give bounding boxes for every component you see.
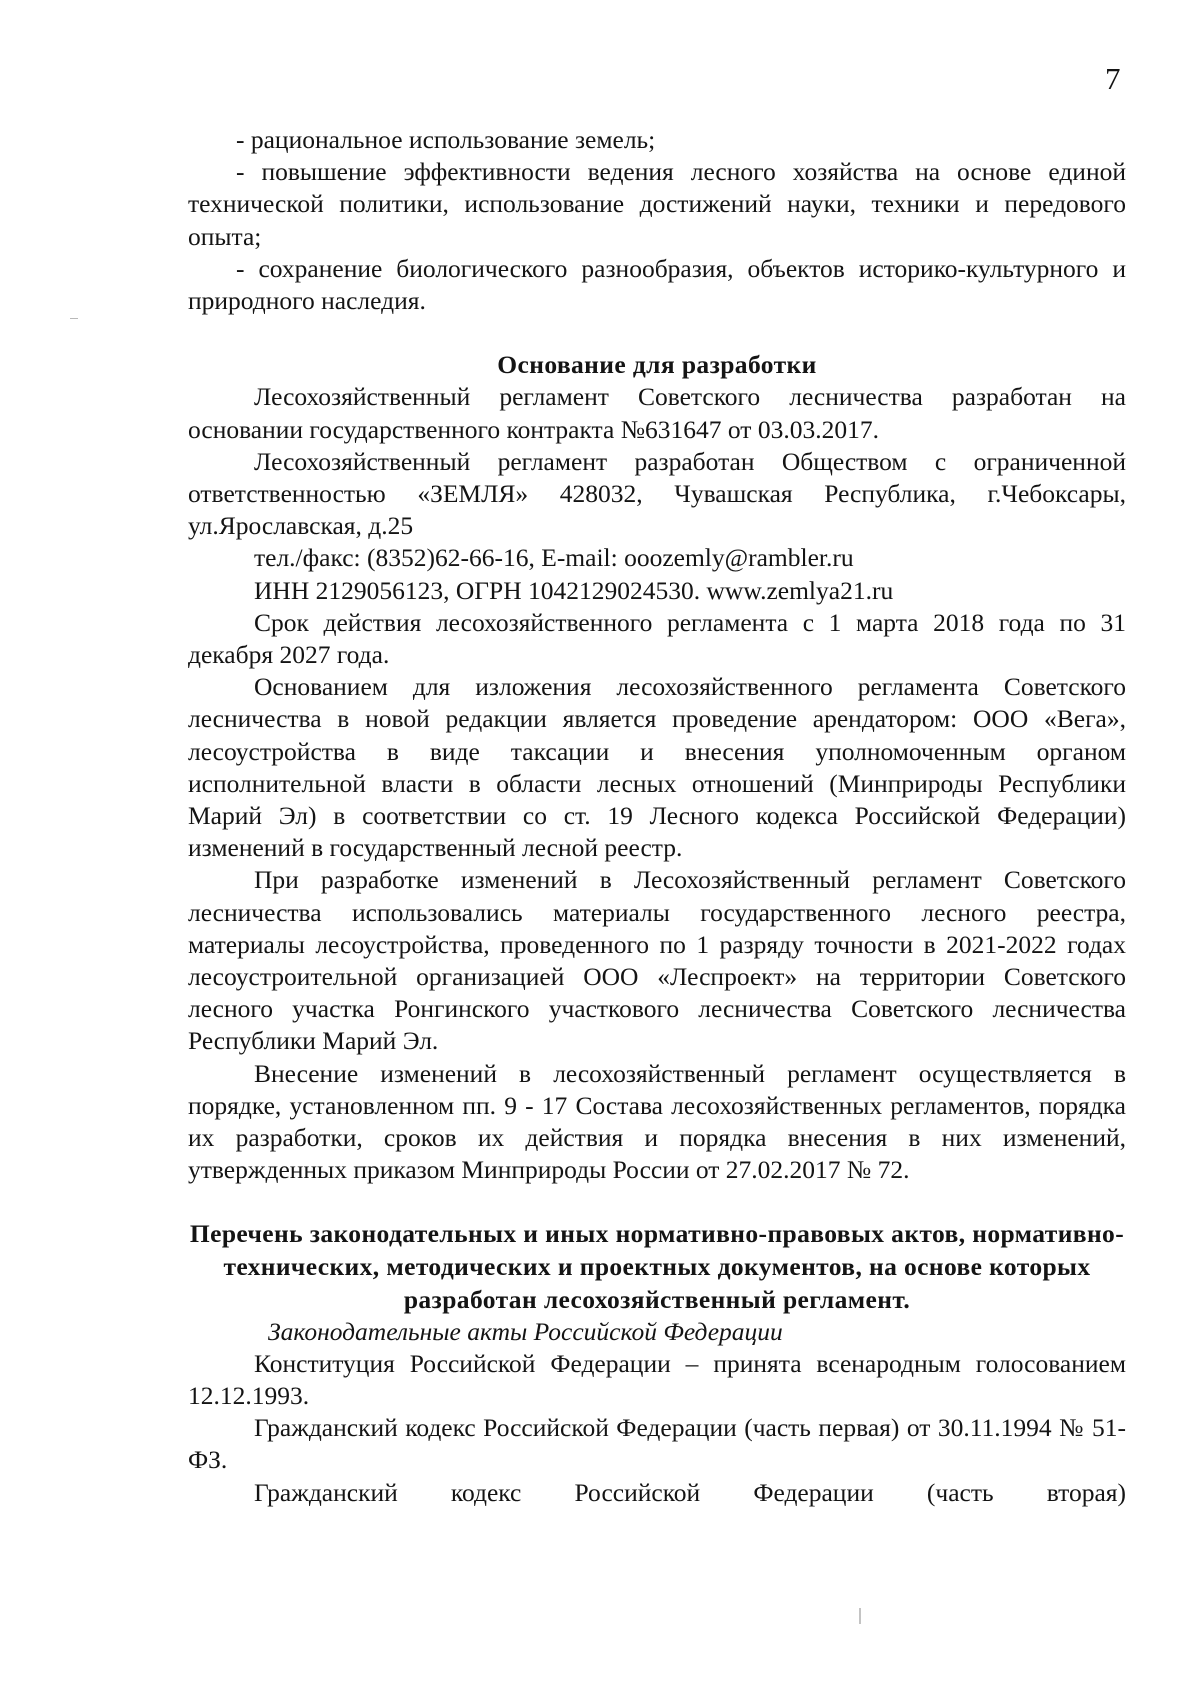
page-number: 7 xyxy=(1105,61,1121,96)
paragraph: Лесохозяйственный регламент Советского лесничества разработан на основании государственного контракта №631647 от 03.03.2017. xyxy=(188,382,1126,444)
subheading: Законодательные акты Российской Федерации xyxy=(268,1316,783,1346)
registration-line: ИНН 2129056123, ОГРН 1042129024530. www.zemlya21.ru xyxy=(254,575,894,605)
list-item: - рациональное использование земель; xyxy=(236,125,656,154)
paragraph: Гражданский кодекс Российской Федерации (часть первая) от 30.11.1994 № 51-ФЗ. xyxy=(188,1413,1126,1475)
scan-mark xyxy=(859,1608,861,1624)
section-heading: Перечень законодательных и иных нормативно-правовых актов, нормативно-технических, методических и проектных документов, на основе которых разработан лесохозяйственный регламент. xyxy=(189,1218,1125,1314)
paragraph: Гражданский кодекс Российской Федерации (часть вторая) xyxy=(254,1477,1126,1507)
paragraph: Конституция Российской Федерации – принята всенародным голосованием 12.12.1993. xyxy=(188,1348,1126,1410)
paragraph: Лесохозяйственный регламент разработан Обществом с ограниченной ответственностью «ЗЕМЛЯ» 428032, Чувашская Республика, г.Чебоксары, ул.Ярославская, д.25 xyxy=(188,446,1126,541)
document-body xyxy=(188,124,1126,1509)
paragraph: Внесение изменений в лесохозяйственный регламент осуществляется в порядке, установленном пп. 9 - 17 Состава лесохозяйственных регламентов, порядка их разработки, сроков их действия и порядка внесения в них изменений, утвержденных приказом Минприроды России от 27.02.2017 № 72. xyxy=(188,1058,1126,1185)
list-item: - сохранение биологического разнообразия, объектов историко-культурного и природного наследия. xyxy=(188,253,1126,316)
scan-mark xyxy=(70,318,78,319)
section-heading: Основание для разработки xyxy=(497,350,817,380)
paragraph: Срок действия лесохозяйственного регламента с 1 марта 2018 года по 31 декабря 2027 года. xyxy=(188,607,1126,670)
paragraph: При разработке изменений в Лесохозяйственный регламент Советского лесничества использовались материалы государственного лесного реестра, материалы лесоустройства, проведенного по 1 разряду точности в 2021-2022 годах лесоустроительной организацией ООО «Леспроект» на территории Советского лесного участка Ронгинского участкового лесничества Советского лесничества Республики Марий Эл. xyxy=(188,865,1126,1056)
paragraph: Основанием для изложения лесохозяйственного регламента Советского лесничества в новой редакции является проведение арендатором: ООО «Вега», лесоустройства в виде таксации и внесения уполномоченным органом исполнительной власти в области лесных отношений (Минприроды Республики Марий Эл) в соответствии со ст. 19 Лесного кодекса Российской Федерации) изменений в государственный лесной реестр. xyxy=(188,672,1126,863)
contact-line: тел./факс: (8352)62-66-16, E-mail: ooozemly@rambler.ru xyxy=(254,543,854,573)
list-item: - повышение эффективности ведения лесного хозяйства на основе единой технической политики, использование достижений науки, техники и передового опыта; xyxy=(188,157,1126,251)
